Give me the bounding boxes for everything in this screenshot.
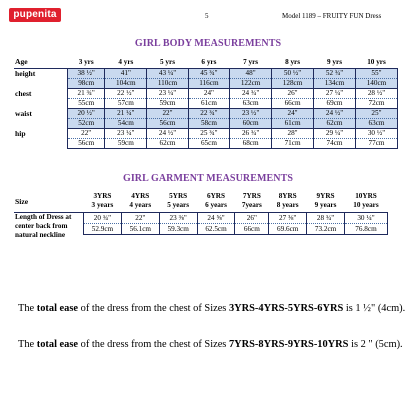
inch-value: 29 ¼" (314, 129, 356, 139)
size-code: 7YRS (242, 192, 261, 200)
inch-value: 24" (272, 109, 314, 119)
size-header (121, 190, 159, 213)
inch-value: 43 ¼" (147, 69, 188, 79)
model-title: Model 1189 – FRUITY FUN Dress (282, 12, 382, 20)
inch-value: 23 ¼" (105, 129, 147, 139)
ease-note-text: The (18, 303, 37, 314)
cm-value: 62cm (147, 139, 188, 149)
age-header: 10 yrs (355, 56, 397, 69)
cm-value: 72cm (355, 99, 397, 109)
inch-value: 21 ¾" (68, 89, 105, 99)
cm-value: 68cm (230, 139, 272, 149)
inch-value: 20 ½" (68, 109, 105, 119)
inch-value: 24 ¾" (230, 89, 272, 99)
ease-note-1 (18, 302, 408, 315)
inch-value: 24 ½" (147, 129, 188, 139)
table-header-row (14, 190, 388, 213)
size-code: 5YRS (169, 192, 188, 200)
inch-value: 22 ¾" (188, 109, 229, 119)
inch-value: 21 ¼" (105, 109, 147, 119)
inch-value: 28 ¾" (307, 213, 345, 224)
size-years: 4 years (129, 201, 152, 209)
table-row (14, 119, 398, 129)
age-header: 5 yrs (147, 56, 188, 69)
cm-value: 69cm (314, 99, 356, 109)
cm-value: 65cm (188, 139, 229, 149)
cm-value: 59.3cm (159, 224, 197, 235)
size-years: 9 years (314, 201, 337, 209)
cm-value: 128cm (272, 79, 314, 89)
ease-note-text: of the dress from the chest of Sizes (78, 339, 229, 350)
inch-value: 27 ¼" (314, 89, 356, 99)
cm-value: 76.8cm (344, 224, 387, 235)
cm-value: 54cm (105, 119, 147, 129)
inch-value: 25" (355, 109, 397, 119)
table-row (14, 79, 398, 89)
inch-value: 38 ½" (68, 69, 105, 79)
table-row (14, 99, 398, 109)
cm-value: 58cm (188, 119, 229, 129)
inch-value: 55" (355, 69, 397, 79)
size-header (269, 190, 307, 213)
size-label: Size (14, 190, 84, 213)
measurement-label-spacer (14, 139, 68, 149)
inch-value: 45 ¾" (188, 69, 229, 79)
cm-value: 71cm (272, 139, 314, 149)
cm-value: 59cm (105, 139, 147, 149)
table-row (14, 139, 398, 149)
inch-value: 28 ½" (355, 89, 397, 99)
page-number: 5 (205, 12, 209, 20)
measurement-label: hip (15, 129, 26, 138)
cm-value: 56cm (68, 139, 105, 149)
cm-value: 56.1cm (121, 224, 159, 235)
size-years: 3 years (91, 201, 114, 209)
size-code: 4YRS (131, 192, 150, 200)
inch-value: 41" (105, 69, 147, 79)
cm-value: 74cm (314, 139, 356, 149)
measurement-label: chest (15, 89, 32, 98)
cm-value: 98cm (68, 79, 105, 89)
ease-note-text: The (18, 339, 37, 350)
cm-value: 77cm (355, 139, 397, 149)
size-code: 8YRS (278, 192, 297, 200)
cm-value: 59cm (147, 99, 188, 109)
ease-note-sizes: 3YRS-4YRS-5YRS-6YRS (228, 303, 344, 314)
age-header: 7 yrs (230, 56, 272, 69)
cm-value: 66cm (272, 99, 314, 109)
cm-value: 52cm (68, 119, 105, 129)
cm-value: 62cm (314, 119, 356, 129)
size-years: 7years (241, 201, 262, 209)
cm-value: 116cm (188, 79, 229, 89)
inch-value: 26 ¾" (230, 129, 272, 139)
ease-note-text: is 1 ½" (4cm). (343, 303, 406, 314)
inch-value: 26" (272, 89, 314, 99)
inch-value: 22" (68, 129, 105, 139)
inch-value: 30 ¼" (344, 213, 387, 224)
inch-value: 23 ½" (230, 109, 272, 119)
age-header: 8 yrs (272, 56, 314, 69)
cm-value: 56cm (147, 119, 188, 129)
inch-value: 25 ¾" (188, 129, 229, 139)
cm-value: 66cm (235, 224, 269, 235)
cm-value: 134cm (314, 79, 356, 89)
inch-value: 22" (147, 109, 188, 119)
inch-value: 27 ⅜" (269, 213, 307, 224)
table-row (14, 89, 398, 99)
inch-value: 20 ¾" (84, 213, 122, 224)
cm-value: 110cm (147, 79, 188, 89)
cm-value: 57cm (105, 99, 147, 109)
cm-value: 55cm (68, 99, 105, 109)
inch-value: 22" (121, 213, 159, 224)
ease-note-text: of the dress from the chest of Sizes (78, 303, 229, 314)
dress-length-label: Length of Dress at center back from natural neckline (15, 213, 72, 239)
cm-value: 140cm (355, 79, 397, 89)
body-measurements-table (14, 56, 398, 149)
table-row (14, 109, 398, 119)
ease-note-bold: total ease (36, 339, 79, 350)
table-header-row (14, 56, 398, 69)
inch-value: 28" (272, 129, 314, 139)
cm-value: 61cm (272, 119, 314, 129)
size-years: 5 years (167, 201, 190, 209)
inch-value: 30 ½" (355, 129, 397, 139)
size-code: 10YRS (355, 192, 377, 200)
garment-measurements-table (14, 190, 388, 255)
age-header: 4 yrs (105, 56, 147, 69)
inch-value: 24" (188, 89, 229, 99)
measurement-label-spacer (14, 79, 68, 89)
measurement-label-spacer (14, 99, 68, 109)
ease-note-sizes: 7YRS-8YRS-9YRS-10YRS (228, 339, 349, 350)
size-code: 6YRS (207, 192, 225, 200)
inch-value: 52 ¾" (314, 69, 356, 79)
ease-note-bold: total ease (36, 303, 79, 314)
size-years: 8 years (276, 201, 299, 209)
age-header: 9 yrs (314, 56, 356, 69)
cm-value: 52.9cm (84, 224, 122, 235)
size-header (235, 190, 269, 213)
size-header (344, 190, 387, 213)
table-row (14, 69, 398, 79)
cm-value: 73.2cm (307, 224, 345, 235)
size-code: 3YRS (93, 192, 112, 200)
size-header (197, 190, 235, 213)
inch-value: 23 ¼" (147, 89, 188, 99)
size-header (84, 190, 122, 213)
age-header: 3 yrs (68, 56, 105, 69)
ease-note-2 (18, 338, 408, 351)
body-measurements-title: GIRL BODY MEASUREMENTS (134, 38, 282, 49)
cm-value: 61cm (188, 99, 229, 109)
cm-value: 62.5cm (197, 224, 235, 235)
age-header: 6 yrs (188, 56, 229, 69)
inch-value: 50 ½" (272, 69, 314, 79)
size-years: 6 years (205, 201, 227, 209)
measurement-label-spacer (14, 119, 68, 129)
cm-value: 63cm (355, 119, 397, 129)
inch-value: 23 ⅜" (159, 213, 197, 224)
garment-measurements-title: GIRL GARMENT MEASUREMENTS (122, 173, 294, 184)
cm-value: 63cm (230, 99, 272, 109)
size-header (307, 190, 345, 213)
inch-value: 26" (235, 213, 269, 224)
table-row (14, 129, 398, 139)
spacer-cell (84, 235, 388, 256)
measurement-label: height (15, 69, 36, 79)
measurement-label: waist (15, 109, 32, 118)
size-years: 10 years (353, 201, 379, 209)
inch-value: 48" (230, 69, 272, 79)
age-label: Age (14, 56, 68, 69)
inch-value: 24 ⅝" (197, 213, 235, 224)
cm-value: 69.6cm (269, 224, 307, 235)
cm-value: 60cm (230, 119, 272, 129)
inch-value: 24 ½" (314, 109, 356, 119)
size-code: 9YRS (316, 192, 335, 200)
cm-value: 104cm (105, 79, 147, 89)
size-header (159, 190, 197, 213)
ease-note-text: is 2 " (5cm). (348, 339, 403, 350)
table-row (14, 213, 388, 224)
cm-value: 122cm (230, 79, 272, 89)
inch-value: 22 ½" (105, 89, 147, 99)
brand-logo: pupenita (9, 8, 61, 22)
